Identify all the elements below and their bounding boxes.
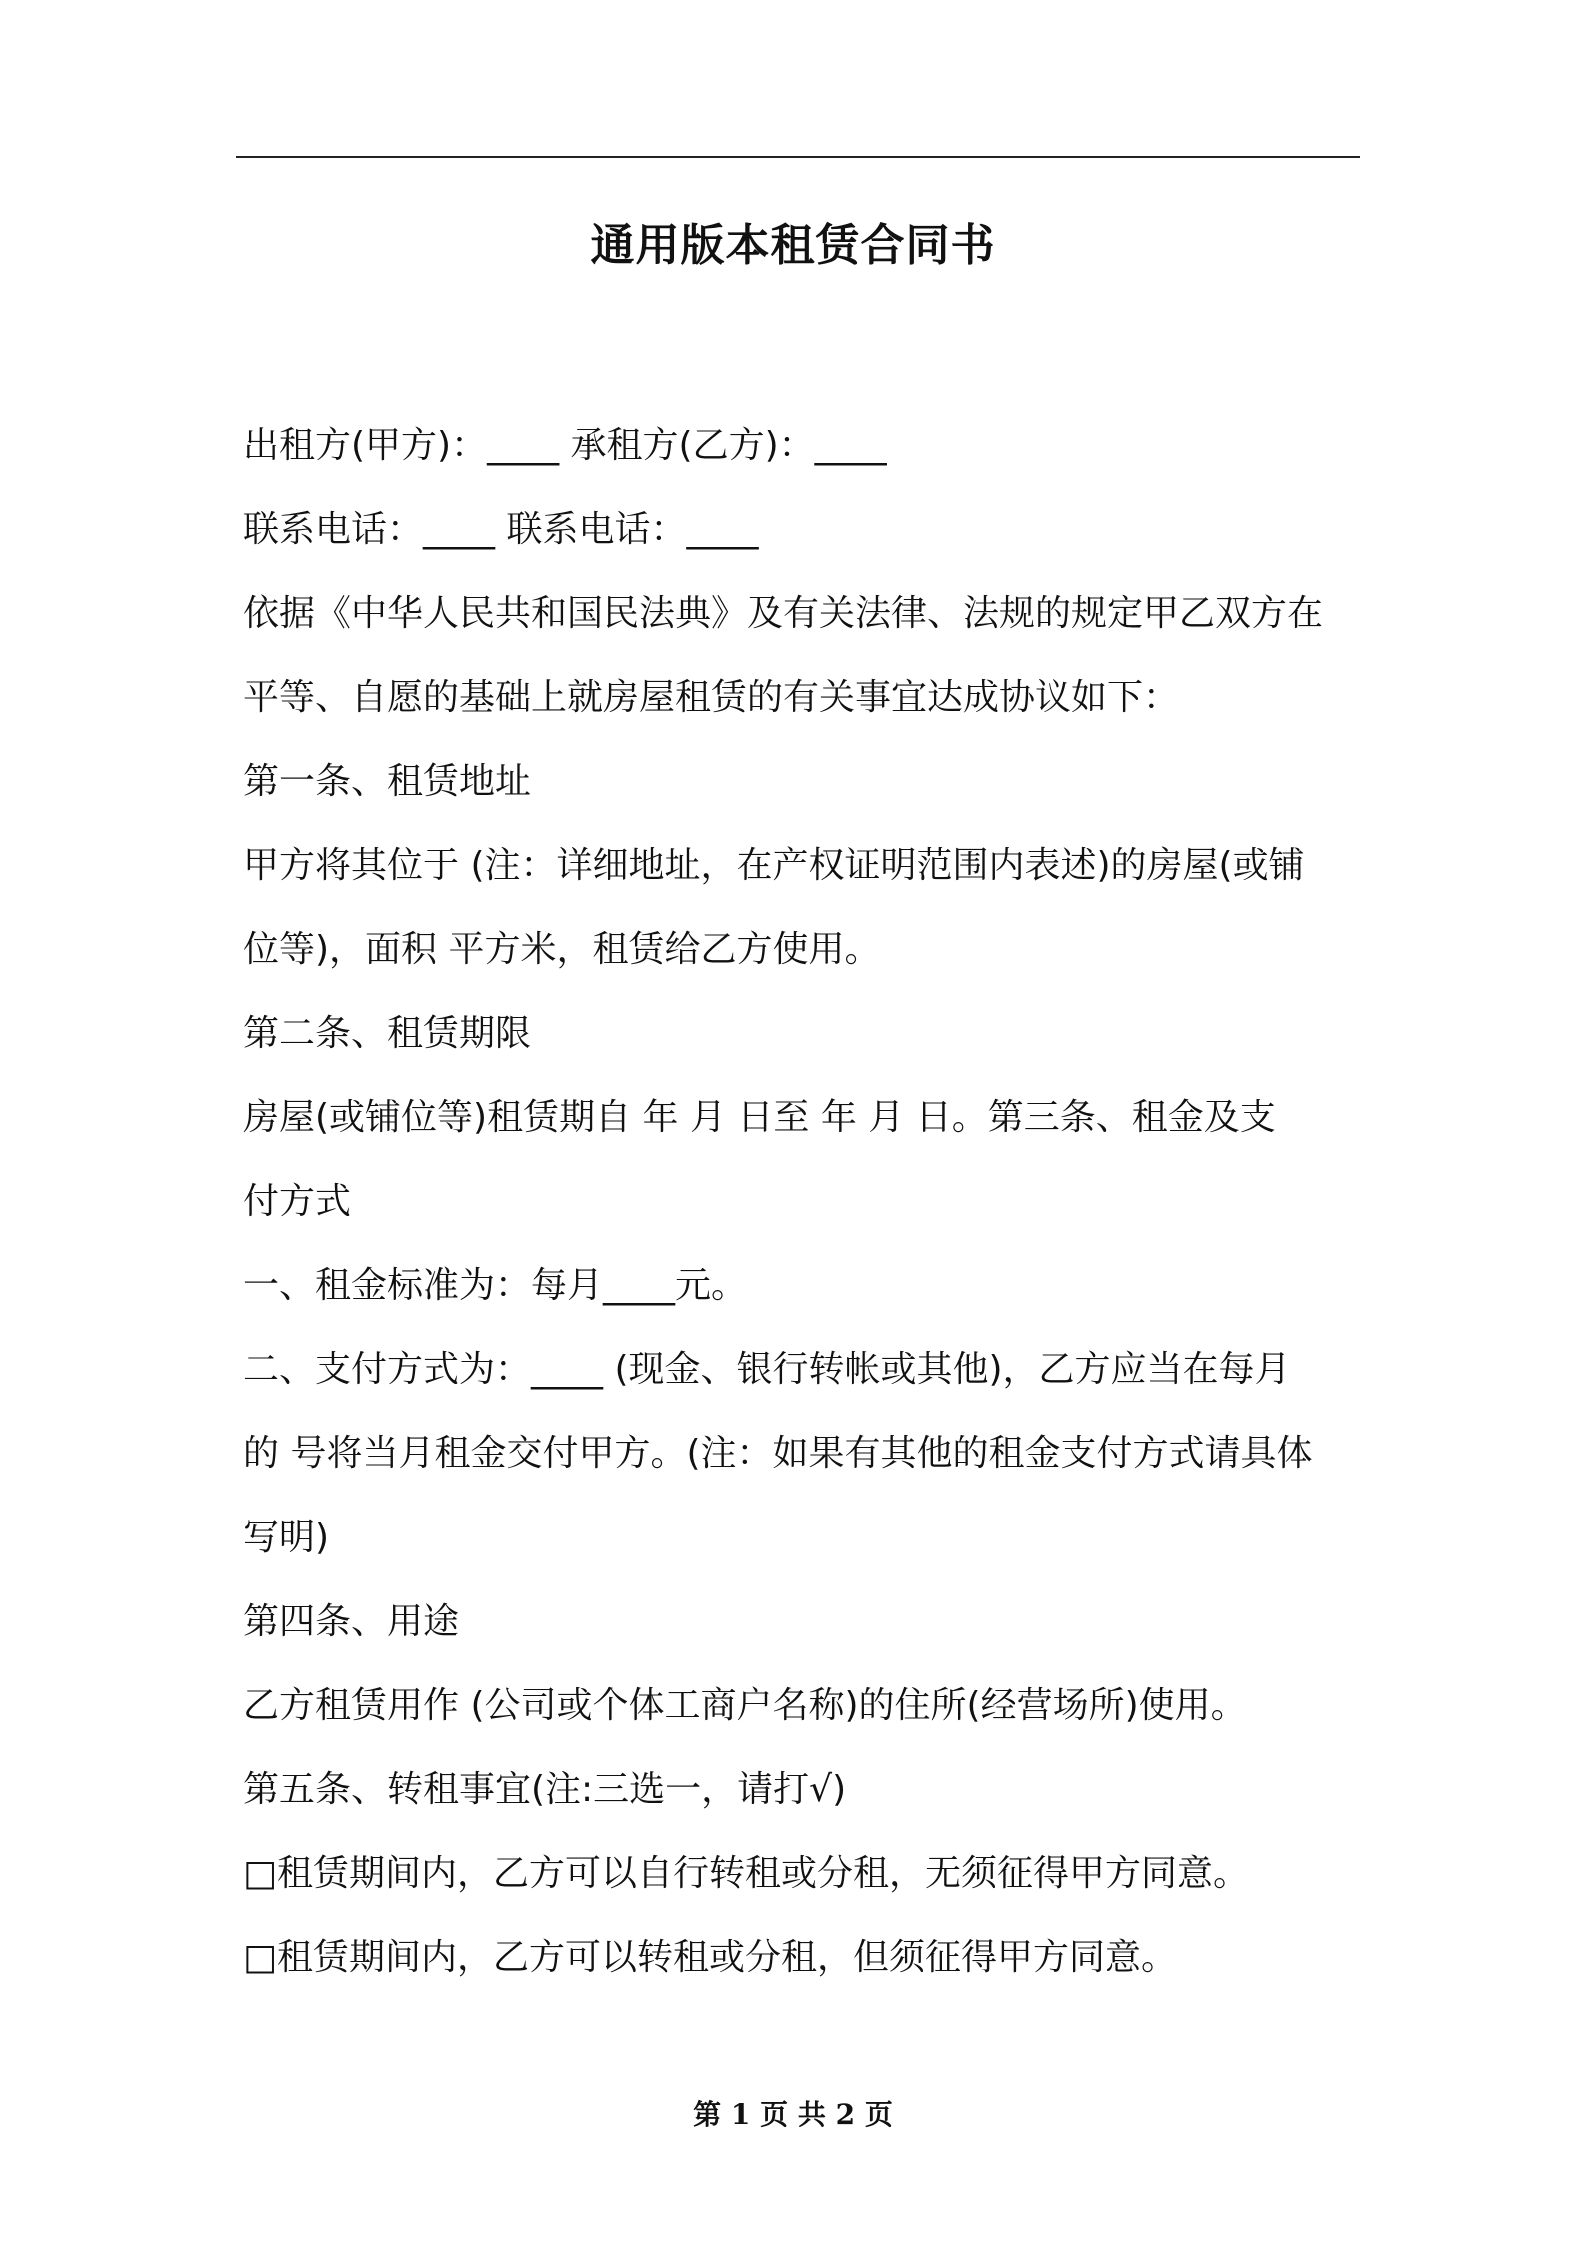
checkbox-option-line: □租赁期间内，乙方可以转租或分租，但须征得甲方同意。	[243, 1937, 1178, 1978]
text-line: 的 号将当月租金交付甲方。(注：如果有其他的租金支付方式请具体	[243, 1433, 1313, 1474]
text-line: 房屋(或铺位等)租赁期自 年 月 日至 年 月 日。第三条、租金及支	[243, 1097, 1276, 1138]
text-line: 位等)，面积 平方米，租赁给乙方使用。	[243, 929, 881, 970]
text-line: 二、支付方式为：____ (现金、银行转帐或其他)，乙方应当在每月	[243, 1349, 1291, 1390]
text-line: 甲方将其位于 (注：详细地址，在产权证明范围内表述)的房屋(或铺	[243, 845, 1305, 886]
section-heading: 第四条、用途	[243, 1601, 460, 1642]
text-line: 一、租金标准为：每月____元。	[243, 1265, 748, 1306]
checkbox-option-line: □租赁期间内，乙方可以自行转租或分租，无须征得甲方同意。	[243, 1853, 1250, 1894]
text-line: 乙方租赁用作 (公司或个体工商户名称)的住所(经营场所)使用。	[243, 1685, 1247, 1726]
section-heading: 第二条、租赁期限	[243, 1013, 532, 1054]
text-line: 付方式	[243, 1181, 352, 1222]
text-line: 联系电话：____ 联系电话：____	[243, 509, 759, 550]
header-rule	[236, 156, 1360, 158]
text-line: 出租方(甲方)：____ 承租方(乙方)：____	[243, 425, 887, 466]
text-line: 依据《中华人民共和国民法典》及有关法律、法规的规定甲乙双方在	[243, 593, 1324, 634]
text-line: 写明)	[243, 1517, 330, 1558]
section-heading: 第一条、租赁地址	[243, 761, 532, 802]
document-title: 通用版本租赁合同书	[590, 220, 996, 271]
section-heading: 第五条、转租事宜(注:三选一，请打√)	[243, 1769, 847, 1810]
document-body	[243, 404, 1358, 2000]
page-number: 第 1 页 共 2 页	[693, 2098, 893, 2131]
text-line: 平等、自愿的基础上就房屋租赁的有关事宜达成协议如下：	[243, 677, 1180, 718]
